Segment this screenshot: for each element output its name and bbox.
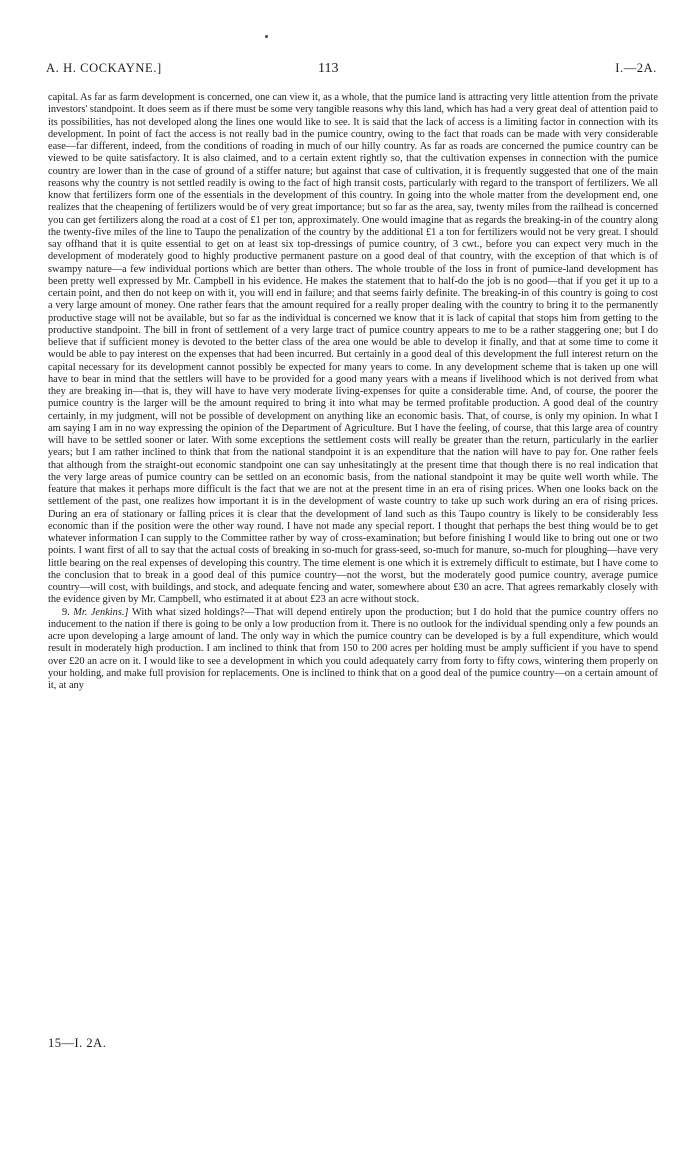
page-speck	[265, 35, 268, 38]
paragraph-evidence	[48, 92, 658, 607]
speaker-name: Mr. Jenkins.]	[73, 606, 132, 618]
paragraph-text: With what sized holdings?—That will depend entirely upon the production; but I do hold that the pumice country offers no inducement to the nation if there is going to be only a low production from it. There is no outlook for the individual spending only a few pounds an acre upon developing a large amount of land. The only way in which the pumice country can be developed is by a full expenditure, which would result in moderately high production. I am inclined to think that from 150 to 200 acres per holding must be amply sufficient if you have to spend over £20 an acre on it. I would like to see a development in which you could adequately carry from forty to fifty cows, wintering them properly on your holding, and make full provision for replacements. One is inclined to think that on a good deal of the pumice country—on a certain amount of it, at any	[48, 606, 658, 691]
footer-signature: 15—I. 2A.	[48, 1036, 107, 1050]
header-paper-ref: I.—2A.	[615, 61, 657, 75]
running-head	[46, 61, 657, 79]
question-number: 9.	[62, 606, 74, 618]
body-text	[48, 92, 658, 692]
paragraph-question-9	[48, 607, 658, 693]
header-page-number: 113	[318, 61, 339, 76]
paragraph-text: capital. As far as farm development is concerned, one can view it, as a whole, that the pumice land is attracting very little attention from the private investors' standpoint. It does seem as if there must be some very tangible reasons why this land, which has had a very great deal of attention paid to its possibilities, has not developed along the lines one would like to see. It is said that the lack of access is a limiting factor in connection with its development. In point of fact the access is not really bad in the pumice country, owing to the fact that roads can be made with very considerable ease—far different, indeed, from the conditions of roading in much of our hilly country. As far as roads are concerned the pumice country can be viewed to be quite satisfactory. It is also claimed, and to a certain extent rightly so, that the cultivation expenses in connection with the pumice country are lower than in the case of ground of a stiffer nature; but against that case of cultivation, it is frequently suggested that one of the main reasons why the country is not settled readily is owing to the fact of high transit costs, particularly with regard to the transport of fertilizers. We all know that fertilizers form one of the essentials in the development of this country. In going into the whole matter from the development end, one realizes that the cheapening of fertilizers would be of very great importance; but so far as the area, say, twenty miles from the railhead is concerned you can get fertilizers along the road at a cost of £1 per ton, approximately. One would imagine that as regards the breaking-in of the country along the twenty-five miles of the line to Taupo the penalization of the country by the additional £1 a ton for fertilizers would not be very great. I should say offhand that it is quite essential to get on at least six top-dressings of pumice country, of 3 cwt., before you can expect very much in the development of moderately good to highly productive permanent pasture on a good deal of that country, with the exception of that which is of swampy nature—a few individual portions which are better than others. The whole trouble of the loss in front of pumice-land development has been pretty well expressed by Mr. Campbell in his evidence. He makes the statement that to half-do the job is no good—that if you get it up to a certain point, and then do not keep on with it, you will end in failure; and that seems fairly definite. The breaking-in of this country is going to cost a very large amount of money. One rather fears that the amount required for a really proper dealing with the country to bring it to the permanently productive stage will not be available, but so far as the individual is concerned we know that it is lack of capital that stops him from getting to the productive standpoint. The bill in front of settlement of a very large tract of pumice country appears to me to be a rather staggering one; but I do believe that if sufficient money is devoted to the better class of the area one would be able to develop it finally, and that at some time to come it would be able to pay interest on the expenses that had been incurred. But certainly in a good deal of this development the full interest return on the capital necessary for its development cannot possibly be expected for many years to come. In any development scheme that is taken up one will have to bear in mind that the settlers will have to be provided for a good many years with a means if livelihood which is not derived from what they are breaking in—that is, they will have to have very moderate living-expenses for quite a considerable time. And, of course, the poorer the pumice country is the larger will be the amount required to bring it into what may be termed profitable production. A good deal of the country certainly, in my judgment, will not be possible of development on anything like an economic basis. That, of course, is only my opinion. In what I am saying I am in no way expressing the opinion of the Department of Agriculture. But I have the feeling, of course, that this large area of country will have to be settled sooner or later. With some exceptions the settlement costs will really be greater than the return, particularly in the earlier years; but I am rather inclined to think that from the national standpoint it is an expenditure that the nation will have to pay for. One rather feels that although from the straight-out economic standpoint one can say unhesitatingly at the present time that though there is no real indication that the very large areas of pumice country can be settled on an economic basis, from the national standpoint it may be quite well worth while. The feature that makes it perhaps more difficult is the fact that we are not at the present time in an era of rising prices. When one looks back on the settlement of the past, one realizes how important it is in the development of waste country to take up such work during an era of rising prices. During an era of stationary or falling prices it is clear that the development of land such as this Taupo country is likely to be considerably less economic than if the position were the other way round. I have not made any special report. I thought that perhaps the best thing would be to get whatever information I can supply to the Committee rather by way of cross-examination; but before finishing I would like to bring out one or two points. I want first of all to say that the actual costs of breaking in so-much for grass-seed, so-much for manure, so-much for ploughing—have very little bearing on the real expenses of developing this country. The time element is one which it is extremely difficult to estimate, but I have come to the conclusion that to break in a good deal of this pumice country—not the worst, but the moderately good pumice country, average pumice country—will cost, with buildings, and stock, and adequate fencing and water, somewhere about £30 an acre. That agrees remarkably closely with the evidence given by Mr. Campbell, who estimated it at about £23 an acre without stock.	[48, 92, 658, 606]
header-author: A. H. COCKAYNE.]	[46, 61, 162, 75]
